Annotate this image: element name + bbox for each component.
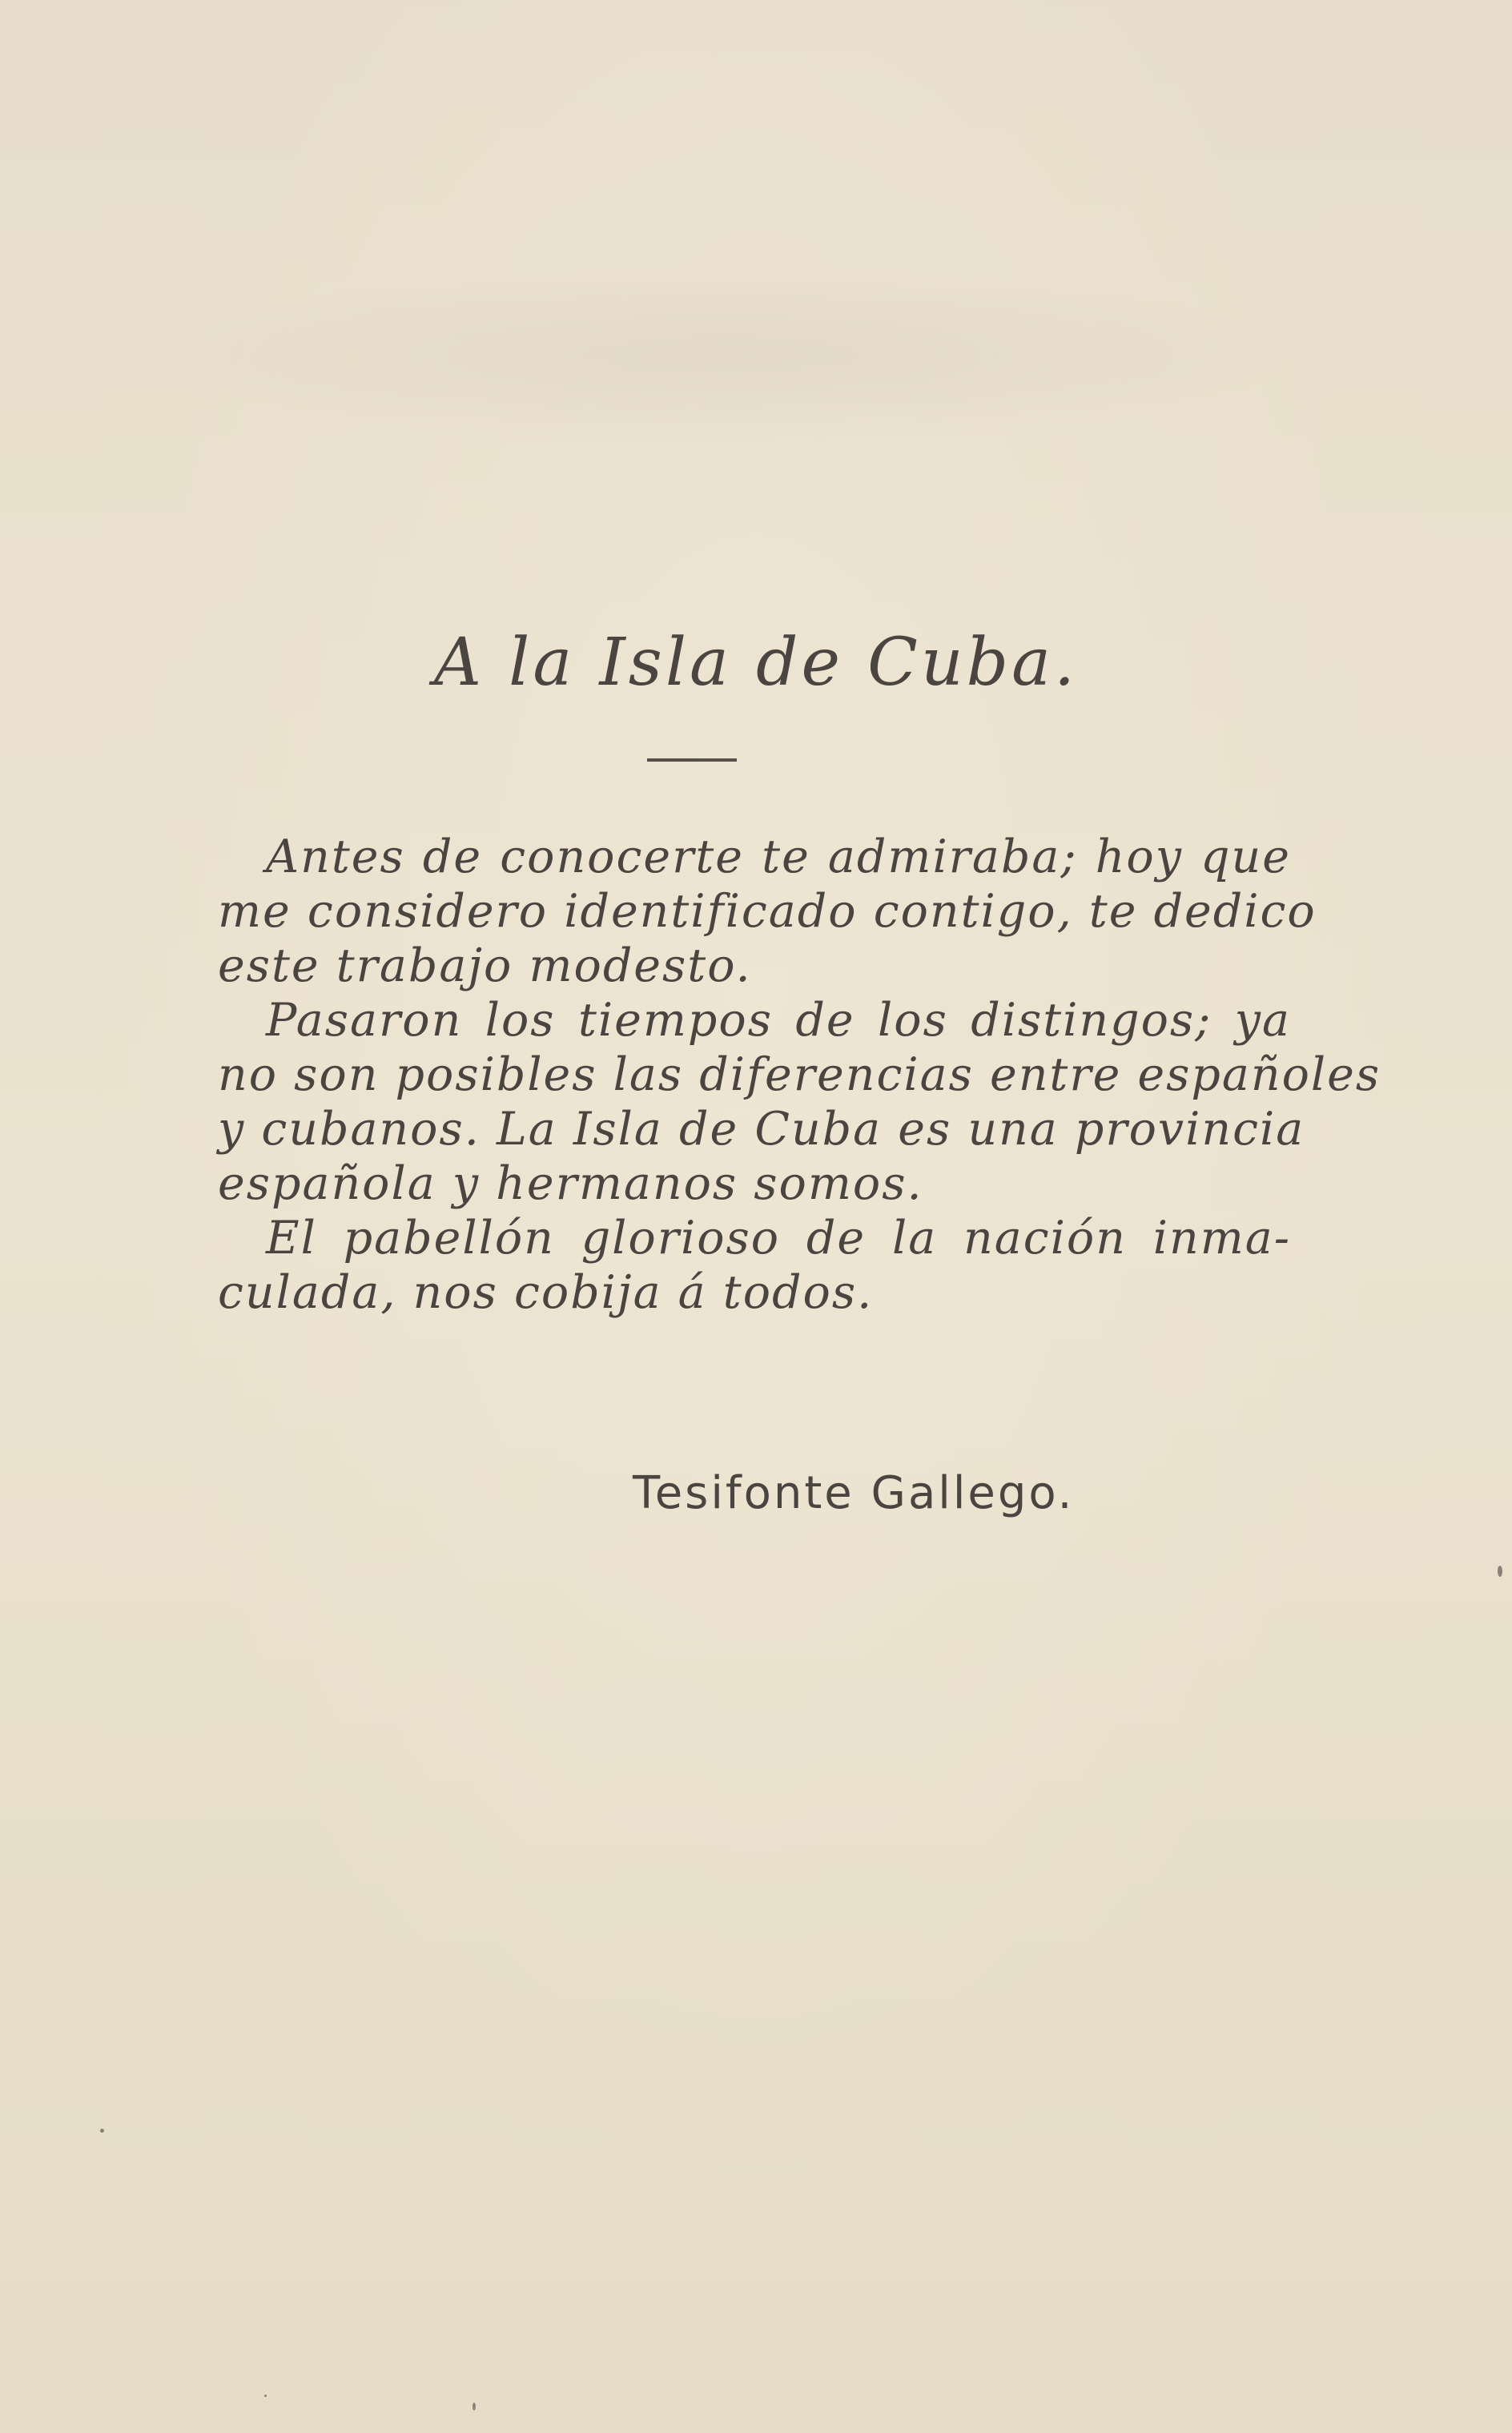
body-line: El pabellón glorioso de la nación inma- (266, 1212, 1291, 1265)
body-line: este trabajo modesto. (218, 939, 752, 992)
body-line: y cubanos. La Isla de Cuba es una provincia (218, 1103, 1305, 1156)
paper-speck (1498, 1566, 1502, 1577)
author-signature: Tesifonte Gallego. (633, 1467, 1075, 1519)
paper-speck (472, 2403, 476, 2411)
show-through-bleed (160, 264, 1297, 448)
body-line: española y hermanos somos. (218, 1157, 923, 1210)
body-line: Antes de conocerte te admiraba; hoy que (266, 830, 1291, 883)
body-line: no son posibles las diferencias entre españoles (218, 1048, 1381, 1101)
dedication-title: A la Isla de Cuba. (433, 625, 1079, 701)
paper-speck (100, 2129, 104, 2133)
title-divider (647, 758, 737, 762)
body-line: culada, nos cobija á todos. (218, 1266, 874, 1319)
dedication-body (218, 830, 1381, 1320)
body-line: Pasaron los tiempos de los distingos; ya (266, 994, 1291, 1047)
body-line: me considero identificado contigo, te dedico (218, 885, 1317, 938)
paper-speck (264, 2395, 267, 2397)
